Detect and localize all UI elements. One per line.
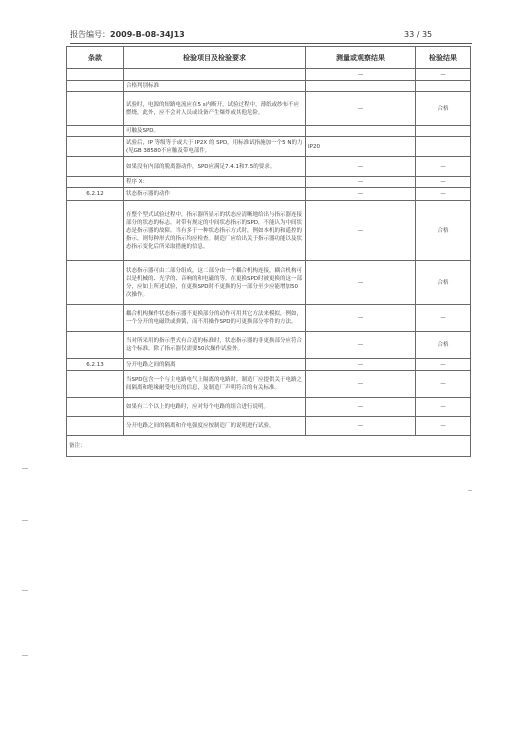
measurement-cell: —: [306, 305, 416, 332]
header-rule: [70, 43, 472, 44]
clause-cell: [67, 92, 124, 126]
clause-cell: [67, 126, 124, 137]
requirement-cell: 合格判别标准: [124, 81, 306, 92]
requirement-cell: 试验后，IP 等级等于或大于 IP2X 的 SPD，用标准试指施加一个5 N的力(见GB 38580不应触及带电部件。: [124, 137, 306, 157]
measurement-cell: —: [306, 201, 416, 261]
verdict-cell: [416, 137, 471, 157]
verdict-cell: [416, 81, 471, 92]
col-header-requirement: 检验项目及检验要求: [124, 47, 306, 69]
clause-cell: [67, 371, 124, 398]
page-header: [70, 28, 470, 42]
verdict-cell: 合格: [416, 92, 471, 126]
page-number: 33 / 35: [404, 30, 433, 39]
measurement-cell: —: [306, 69, 416, 81]
report-number-value: 2009-B-08-34J13: [110, 30, 185, 39]
verdict-cell: —: [416, 177, 471, 188]
table-row: [67, 305, 471, 332]
requirement-cell: 分开电路之间的隔离和介电强度应按制造厂的说明进行试验。: [124, 417, 306, 436]
clause-cell: [67, 137, 124, 157]
table-row: [67, 126, 471, 137]
clause-cell: [67, 157, 124, 177]
clause-cell: [67, 398, 124, 417]
table-row: [67, 417, 471, 436]
col-header-verdict: 检验结果: [416, 47, 471, 69]
table-row: [67, 157, 471, 177]
measurement-cell: —: [306, 177, 416, 188]
measurement-cell: —: [306, 398, 416, 417]
requirement-cell: 状态指示器的动作: [124, 188, 306, 201]
requirement-cell: 程序 X：: [124, 177, 306, 188]
verdict-cell: [416, 126, 471, 137]
clause-cell: [67, 332, 124, 359]
col-header-measurement: 测量或观察结果: [306, 47, 416, 69]
table-row: [67, 201, 471, 261]
verdict-cell: —: [416, 398, 471, 417]
verdict-cell: —: [416, 417, 471, 436]
requirement-cell: 当对所采用的指示型式有合适的标准时，状态指示器的非更换部分应符合这个标准，除了指示器仅需要50次操作试验外。: [124, 332, 306, 359]
clause-cell: [67, 417, 124, 436]
requirement-cell: 如果没有内部的脱离器动作，SPD应满足7.4.1和7.5的要求。: [124, 157, 306, 177]
verdict-cell: —: [416, 371, 471, 398]
measurement-cell: —: [306, 332, 416, 359]
verdict-cell: 合格: [416, 332, 471, 359]
clause-cell: 6.2.13: [67, 359, 124, 371]
table-row: [67, 188, 471, 201]
measurement-cell: —: [306, 417, 416, 436]
table-row: [67, 261, 471, 305]
scan-mark: [22, 520, 28, 521]
table-row: [67, 359, 471, 371]
table-row: [67, 398, 471, 417]
clause-cell: 6.2.12: [67, 188, 124, 201]
measurement-cell: —: [306, 359, 416, 371]
verdict-cell: 合格: [416, 261, 471, 305]
clause-cell: [67, 69, 124, 81]
verdict-cell: 合格: [416, 201, 471, 261]
requirement-cell: 如果有二个以上的电路时，应对每个电路的组合进行说明。: [124, 398, 306, 417]
table-row: [67, 371, 471, 398]
report-number-label: 报告编号：: [70, 30, 110, 39]
inspection-table: [66, 46, 471, 457]
requirement-cell: 可触及SPD。: [124, 126, 306, 137]
col-header-clause: 条款: [67, 47, 124, 69]
scan-mark: [22, 468, 28, 469]
measurement-cell: —: [306, 188, 416, 201]
table-row: [67, 177, 471, 188]
scan-mark: [22, 590, 28, 591]
requirement-cell: 分开电路之间的隔离: [124, 359, 306, 371]
table-row: [67, 137, 471, 157]
verdict-cell: —: [416, 359, 471, 371]
verdict-cell: —: [416, 69, 471, 81]
requirement-cell: 当SPD包含一个与主电路电气上隔离的电路时，制造厂应提供关于电路之间隔离和绝缘耐受电压的信息，及制造厂声明符合的有关标准。: [124, 371, 306, 398]
measurement-cell: —: [306, 92, 416, 126]
scan-mark: [22, 655, 28, 656]
clause-cell: [67, 177, 124, 188]
requirement-cell: [124, 69, 306, 81]
table-row: [67, 332, 471, 359]
requirement-cell: 耦合机构操作状态指示器不更换部分的动作可用其它方法来模拟，例如，一个分开的电磁铁或弹簧，而不用操作SPD的可更换部分零件的方法。: [124, 305, 306, 332]
verdict-cell: —: [416, 157, 471, 177]
clause-cell: [67, 81, 124, 92]
measurement-cell: —: [306, 371, 416, 398]
remark-row: [67, 436, 471, 457]
verdict-cell: —: [416, 188, 471, 201]
report-number: [70, 28, 185, 42]
measurement-cell: [306, 81, 416, 92]
table-header-row: [67, 47, 471, 69]
clause-cell: [67, 201, 124, 261]
clause-cell: [67, 305, 124, 332]
requirement-cell: 在整个型式试验过程中，指示器所显示的状态应清晰地给出与指示器连接部分的状态的标志。对带有规定的中间状态指示的SPD，不能认为中间状态是指示器的故障。当有多于一种状态指示方式时，例如本机的和遥控的指示，则每种形式的指示均应检查。制造厂应给出关于指示器功能以及状态指示变化后所采取措施的信息。: [124, 201, 306, 261]
measurement-cell: [306, 126, 416, 137]
requirement-cell: 试验时，电源的短路电流应在5 s内断开，试验过程中，薄纸或纱布不应燃烧，此外，应不会对人员或设备产生爆炸或其他危险。: [124, 92, 306, 126]
measurement-cell: —: [306, 261, 416, 305]
table-row: [67, 81, 471, 92]
measurement-cell: —: [306, 157, 416, 177]
remark-cell: 备注：: [67, 436, 471, 457]
verdict-cell: —: [416, 305, 471, 332]
requirement-cell: 状态指示器可由二部分组成，这二部分由一个耦合机构连接，耦合机构可以是机械的、光学的、音响的和电磁的等。在更换SPD时被更换的这一部分，应如上所述试验，在更换SPD时不更换的另一部分至少应能增加50次操作。: [124, 261, 306, 305]
table-row: [67, 92, 471, 126]
table-row: [67, 69, 471, 81]
scan-mark: [468, 490, 472, 491]
measurement-cell: IP20: [306, 137, 416, 157]
clause-cell: [67, 261, 124, 305]
